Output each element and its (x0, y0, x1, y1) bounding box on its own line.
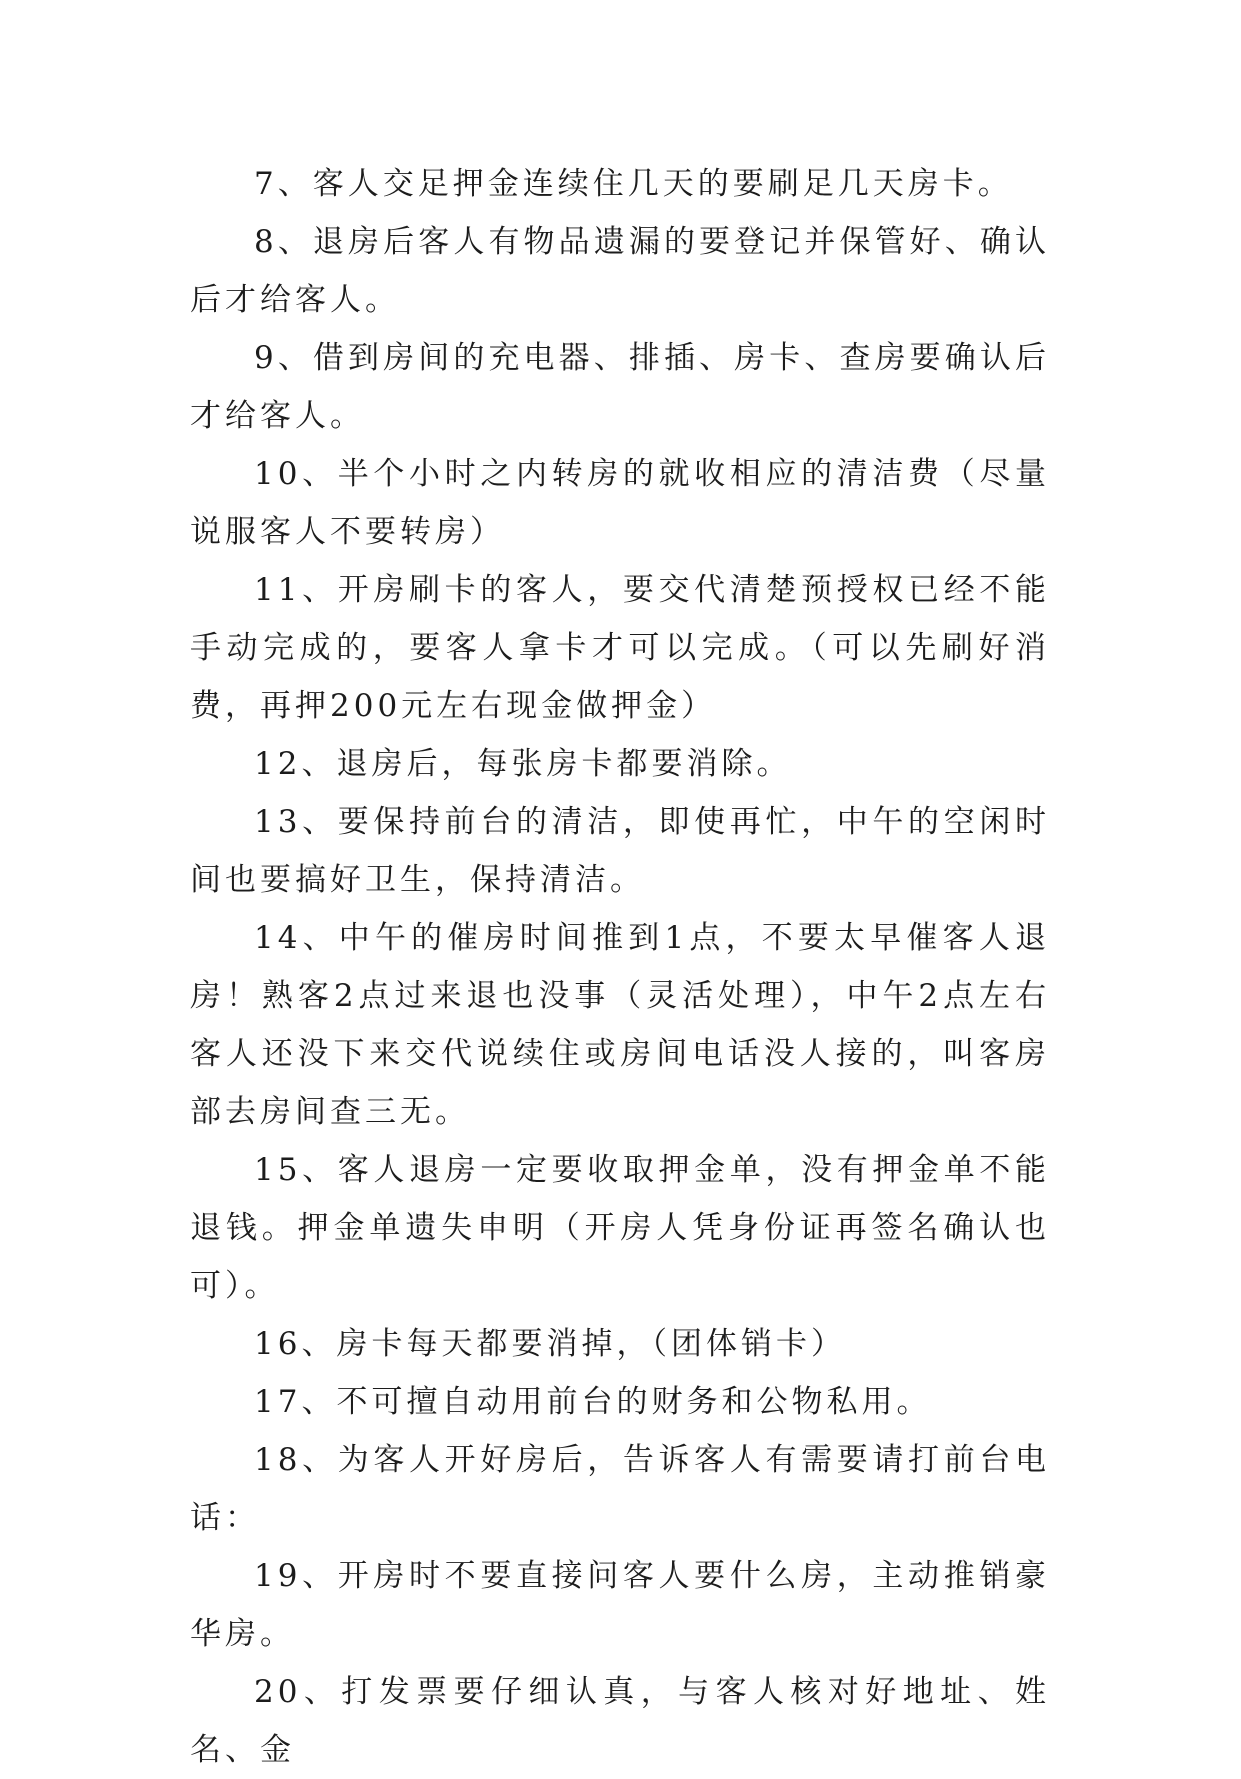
paragraph-11: 11、开房刷卡的客人，要交代清楚预授权已经不能手动完成的，要客人拿卡才可以完成。（可以先刷好消费，再押200元左右现金做押金） (190, 572, 1050, 724)
paragraph-8: 8、退房后客人有物品遗漏的要登记并保管好、确认后才给客人。 (190, 224, 1050, 318)
paragraph-19: 19、开房时不要直接问客人要什么房，主动推销豪华房。 (190, 1558, 1050, 1652)
paragraph-10: 10、半个小时之内转房的就收相应的清洁费（尽量说服客人不要转房） (190, 456, 1050, 550)
paragraph-20: 20、打发票要仔细认真，与客人核对好地址、姓名、金 (190, 1674, 1050, 1768)
document-body (190, 155, 1050, 1779)
paragraph-15: 15、客人退房一定要收取押金单，没有押金单不能退钱。押金单遗失申明（开房人凭身份证再签名确认也可）。 (190, 1152, 1050, 1304)
paragraph-14: 14、中午的催房时间推到1点，不要太早催客人退房！熟客2点过来退也没事（灵活处理），中午2点左右客人还没下来交代说续住或房间电话没人接的，叫客房部去房间查三无。 (190, 920, 1050, 1130)
paragraph-7: 7、客人交足押金连续住几天的要刷足几天房卡。 (254, 166, 1013, 202)
paragraph-18: 18、为客人开好房后，告诉客人有需要请打前台电话： (190, 1442, 1050, 1536)
paragraph-12: 12、退房后，每张房卡都要消除。 (254, 746, 792, 782)
paragraph-9: 9、借到房间的充电器、排插、房卡、查房要确认后才给客人。 (190, 340, 1050, 434)
paragraph-17: 17、不可擅自动用前台的财务和公物私用。 (254, 1384, 932, 1420)
paragraph-13: 13、要保持前台的清洁，即使再忙，中午的空闲时间也要搞好卫生，保持清洁。 (190, 804, 1050, 898)
paragraph-16: 16、房卡每天都要消掉，（团体销卡） (254, 1326, 846, 1362)
